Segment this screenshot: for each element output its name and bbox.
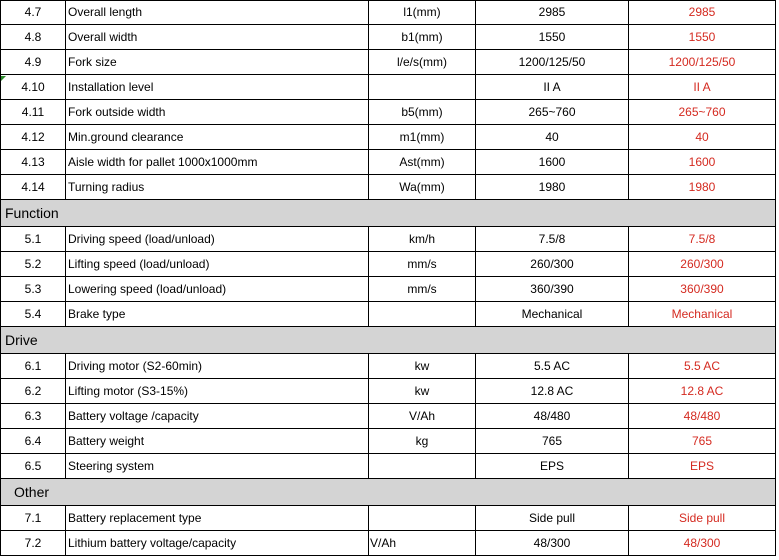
unit-cell	[369, 454, 476, 479]
table-row	[0, 531, 779, 556]
unit-cell: mm/s	[369, 252, 476, 277]
table-row	[0, 302, 779, 327]
item-number-cell: 4.12	[0, 125, 66, 150]
parameter-name-cell: Steering system	[66, 454, 369, 479]
highlighted-value-cell: 1980	[629, 175, 776, 200]
item-number-cell: 4.7	[0, 0, 66, 25]
parameter-name-cell: Lowering speed (load/unload)	[66, 277, 369, 302]
table-row	[0, 429, 779, 454]
unit-cell: kw	[369, 354, 476, 379]
parameter-name-cell: Overall width	[66, 25, 369, 50]
parameter-name-cell: Installation level	[66, 75, 369, 100]
unit-cell: V/Ah	[369, 404, 476, 429]
item-number-cell: 5.1	[0, 227, 66, 252]
unit-cell	[369, 302, 476, 327]
value-cell: 48/300	[476, 531, 629, 556]
highlighted-value-cell: II A	[629, 75, 776, 100]
unit-cell: Ast(mm)	[369, 150, 476, 175]
value-cell: 360/390	[476, 277, 629, 302]
unit-cell: b1(mm)	[369, 25, 476, 50]
item-number-cell: 7.1	[0, 506, 66, 531]
parameter-name-cell: Brake type	[66, 302, 369, 327]
highlighted-value-cell: 360/390	[629, 277, 776, 302]
unit-cell: l1(mm)	[369, 0, 476, 25]
table-row	[0, 252, 779, 277]
unit-cell: V/Ah	[369, 531, 476, 556]
unit-cell	[369, 506, 476, 531]
parameter-name-cell: Overall length	[66, 0, 369, 25]
highlighted-value-cell: 1600	[629, 150, 776, 175]
highlighted-value-cell: 40	[629, 125, 776, 150]
parameter-name-cell: Fork size	[66, 50, 369, 75]
cell-comment-marker	[1, 76, 6, 81]
item-number-cell: 6.3	[0, 404, 66, 429]
table-row	[0, 125, 779, 150]
value-cell: EPS	[476, 454, 629, 479]
item-number-cell: 4.14	[0, 175, 66, 200]
parameter-name-cell: Driving motor (S2-60min)	[66, 354, 369, 379]
item-number-cell: 5.4	[0, 302, 66, 327]
parameter-name-cell: Lithium battery voltage/capacity	[66, 531, 369, 556]
highlighted-value-cell: 7.5/8	[629, 227, 776, 252]
highlighted-value-cell: 2985	[629, 0, 776, 25]
parameter-name-cell: Min.ground clearance	[66, 125, 369, 150]
table-row	[0, 227, 779, 252]
highlighted-value-cell: 5.5 AC	[629, 354, 776, 379]
value-cell: 48/480	[476, 404, 629, 429]
highlighted-value-cell: 12.8 AC	[629, 379, 776, 404]
value-cell: II A	[476, 75, 629, 100]
table-row	[0, 454, 779, 479]
section-header-function: Function	[0, 200, 776, 227]
parameter-name-cell: Driving speed (load/unload)	[66, 227, 369, 252]
unit-cell: m1(mm)	[369, 125, 476, 150]
unit-cell: Wa(mm)	[369, 175, 476, 200]
unit-cell: mm/s	[369, 277, 476, 302]
table-row	[0, 354, 779, 379]
highlighted-value-cell: 265~760	[629, 100, 776, 125]
item-number-cell: 4.8	[0, 25, 66, 50]
table-top-border	[0, 0, 776, 1]
parameter-name-cell: Battery replacement type	[66, 506, 369, 531]
item-number-cell: 5.3	[0, 277, 66, 302]
unit-cell: km/h	[369, 227, 476, 252]
value-cell: Side pull	[476, 506, 629, 531]
value-cell: 1200/125/50	[476, 50, 629, 75]
highlighted-value-cell: 260/300	[629, 252, 776, 277]
unit-cell: kg	[369, 429, 476, 454]
value-cell: 1600	[476, 150, 629, 175]
table-row	[0, 25, 779, 50]
parameter-name-cell: Battery voltage /capacity	[66, 404, 369, 429]
highlighted-value-cell: 48/300	[629, 531, 776, 556]
item-number-cell: 4.13	[0, 150, 66, 175]
highlighted-value-cell: Mechanical	[629, 302, 776, 327]
table-row	[0, 100, 779, 125]
value-cell: 1550	[476, 25, 629, 50]
section-header-other: Other	[0, 479, 776, 506]
item-number-cell: 4.11	[0, 100, 66, 125]
highlighted-value-cell: 1550	[629, 25, 776, 50]
item-number-cell: 6.4	[0, 429, 66, 454]
table-row	[0, 506, 779, 531]
highlighted-value-cell: 48/480	[629, 404, 776, 429]
value-cell: 2985	[476, 0, 629, 25]
parameter-name-cell: Lifting motor (S3-15%)	[66, 379, 369, 404]
item-number-cell: 6.5	[0, 454, 66, 479]
highlighted-value-cell: EPS	[629, 454, 776, 479]
parameter-name-cell: Aisle width for pallet 1000x1000mm	[66, 150, 369, 175]
item-number-cell: 5.2	[0, 252, 66, 277]
section-header-drive: Drive	[0, 327, 776, 354]
value-cell: 40	[476, 125, 629, 150]
table-row	[0, 379, 779, 404]
table-row	[0, 277, 779, 302]
value-cell: 12.8 AC	[476, 379, 629, 404]
table-row	[0, 404, 779, 429]
value-cell: 765	[476, 429, 629, 454]
item-number-cell: 4.10	[0, 75, 66, 100]
highlighted-value-cell: Side pull	[629, 506, 776, 531]
value-cell: 260/300	[476, 252, 629, 277]
item-number-cell: 7.2	[0, 531, 66, 556]
table-row	[0, 175, 779, 200]
table-row	[0, 75, 779, 100]
unit-cell: b5(mm)	[369, 100, 476, 125]
value-cell: 265~760	[476, 100, 629, 125]
highlighted-value-cell: 1200/125/50	[629, 50, 776, 75]
parameter-name-cell: Battery weight	[66, 429, 369, 454]
value-cell: 5.5 AC	[476, 354, 629, 379]
value-cell: 1980	[476, 175, 629, 200]
parameter-name-cell: Turning radius	[66, 175, 369, 200]
value-cell: 7.5/8	[476, 227, 629, 252]
unit-cell: kw	[369, 379, 476, 404]
table-row	[0, 150, 779, 175]
item-number-cell: 4.9	[0, 50, 66, 75]
item-number-cell: 6.1	[0, 354, 66, 379]
parameter-name-cell: Fork outside width	[66, 100, 369, 125]
highlighted-value-cell: 765	[629, 429, 776, 454]
value-cell: Mechanical	[476, 302, 629, 327]
unit-cell	[369, 75, 476, 100]
unit-cell: l/e/s(mm)	[369, 50, 476, 75]
table-row	[0, 0, 779, 25]
table-row	[0, 50, 779, 75]
item-number-cell: 6.2	[0, 379, 66, 404]
parameter-name-cell: Lifting speed (load/unload)	[66, 252, 369, 277]
